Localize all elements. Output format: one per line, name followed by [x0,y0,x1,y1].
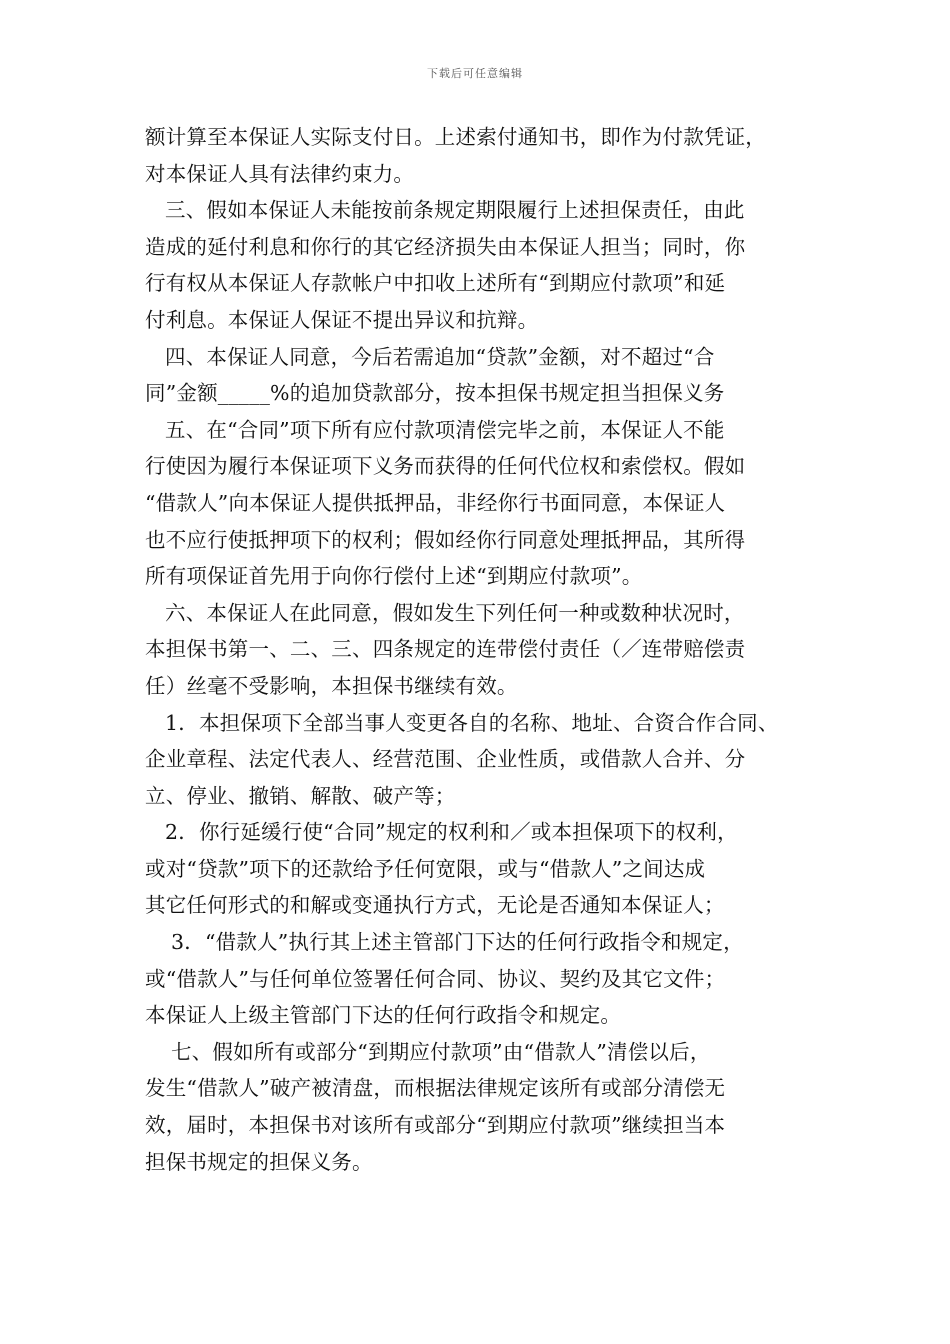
text-line: 行有权从本保证人存款帐户中扣收上述所有“到期应付款项”和延 [145,271,726,296]
text-line: 2．你行延缓行使“合同”规定的权利和／或本担保项下的权利， [165,820,738,845]
document-body [145,119,825,1180]
text-line: 发生“借款人”破产被清盘，而根据法律规定该所有或部分清偿无 [145,1076,726,1101]
text-line: 所有项保证首先用于向你行偿付上述“到期应付款项”。 [145,564,643,589]
text-line: 或对“贷款”项下的还款给予任何宽限，或与“借款人”之间达成 [145,856,706,881]
text-line: 对本保证人具有法律约束力。 [145,161,415,186]
text-line: 效，届时，本担保书对该所有或部分“到期应付款项”继续担当本 [145,1113,726,1138]
text-line: 立、停业、撤销、解散、破产等； [145,783,456,808]
text-line: 本保证人上级主管部门下达的任何行政指令和规定。 [145,1003,622,1028]
text-line: 担保书规定的担保义务。 [145,1149,373,1174]
text-line: 本担保书第一、二、三、四条规定的连带偿付责任（／连带赔偿责 [145,637,746,662]
text-line: 其它任何形式的和解或变通执行方式，无论是否通知本保证人； [145,893,725,918]
text-line: 也不应行使抵押项下的权利；假如经你行同意处理抵押品，其所得 [145,527,746,552]
text-line: “借款人”向本保证人提供抵押品，非经你行书面同意，本保证人 [145,490,726,515]
text-line: 五、在“合同”项下所有应付款项清偿完毕之前，本保证人不能 [165,417,725,442]
text-line: 三、假如本保证人未能按前条规定期限履行上述担保责任，由此 [165,198,745,223]
text-line: 七、假如所有或部分“到期应付款项”由“借款人”清偿以后， [171,1039,711,1064]
text-line: 行使因为履行本保证项下义务而获得的任何代位权和索偿权。假如 [145,454,746,479]
text-line: 四、本保证人同意，今后若需追加“贷款”金额，对不超过“合 [165,344,715,369]
text-line: 3．“借款人”执行其上述主管部门下达的任何行政指令和规定， [171,930,744,955]
text-line: 六、本保证人在此同意，假如发生下列任何一种或数种状况时， [165,600,745,625]
text-line: 或“借款人”与任何单位签署任何合同、协议、契约及其它文件； [145,966,726,991]
text-line: 任）丝毫不受影响，本担保书继续有效。 [145,673,518,698]
page-header-note: 下载后可任意编辑 [427,67,523,80]
text-line: 额计算至本保证人实际支付日。上述索付通知书，即作为付款凭证， [145,125,766,149]
text-line: 付利息。本保证人保证不提出异议和抗辩。 [145,307,539,332]
text-line: 同”金额_____%的追加贷款部分，按本担保书规定担当担保义务 [145,381,725,406]
text-line: 企业章程、法定代表人、经营范围、企业性质，或借款人合并、分 [145,747,746,772]
text-line: 造成的延付利息和你行的其它经济损失由本保证人担当；同时，你 [145,234,746,259]
text-line: 1．本担保项下全部当事人变更各自的名称、地址、合资合作合同、 [165,710,779,735]
